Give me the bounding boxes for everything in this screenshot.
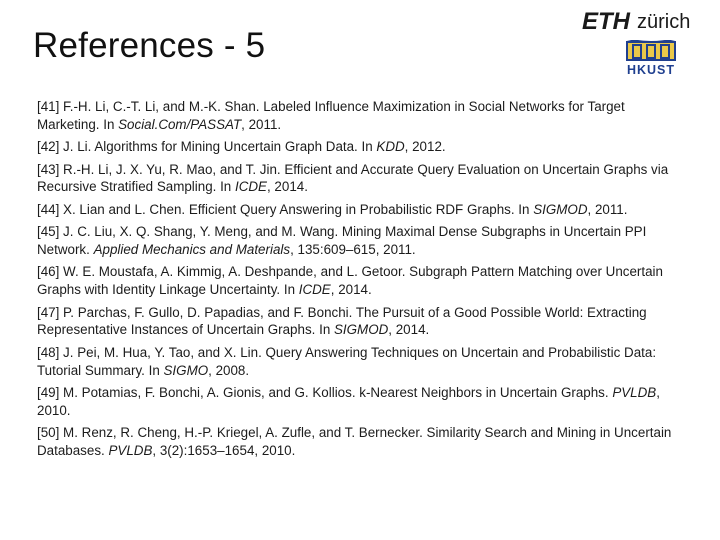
- reference-list: [37, 98, 687, 464]
- svg-text:HKUST: HKUST: [626, 63, 676, 76]
- svg-text:ETH: ETH: [582, 8, 630, 35]
- reference-item: [42] J. Li. Algorithms for Mining Uncertain Graph Data. In KDD, 2012.: [37, 139, 446, 155]
- page-title: References - 5: [33, 26, 266, 65]
- reference-item: [50] M. Renz, R. Cheng, H.-P. Kriegel, A. Zufle, and T. Bernecker. Similarity Search and Mining in Uncertain Databases. PVLDB, 3(2):1653–1654, 2010.: [37, 425, 672, 458]
- reference-item: [49] M. Potamias, F. Bonchi, A. Gionis, and G. Kollios. k-Nearest Neighbors in Uncertain Graphs. PVLDB, 2010.: [37, 384, 660, 418]
- reference-item: [46] W. E. Moustafa, A. Kimmig, A. Deshpande, and L. Getoor. Subgraph Pattern Matching over Uncertain Graphs with Identity Linkage Uncertainty. In ICDE, 2014.: [37, 264, 663, 298]
- reference-item: [44] X. Lian and L. Chen. Efficient Query Answering in Probabilistic RDF Graphs. In SIGMOD, 2011.: [37, 201, 628, 217]
- svg-text:zürich: zürich: [637, 11, 691, 33]
- reference-item: [47] P. Parchas, F. Gullo, D. Papadias, and F. Bonchi. The Pursuit of a Good Possible World: Extracting Representative Instances of Uncertain Graphs. In SIGMOD, 2014.: [37, 304, 647, 338]
- eth-zurich-logo: [582, 7, 717, 35]
- reference-item: [43] R.-H. Li, J. X. Yu, R. Mao, and T. Jin. Efficient and Accurate Query Evaluation on Uncertain Graphs via Recursive Stratified Sampling. In ICDE, 2014.: [37, 161, 669, 195]
- reference-item: [48] J. Pei, M. Hua, Y. Tao, and X. Lin. Query Answering Techniques on Uncertain and Probabilistic Data: Tutorial Summary. In SIGMO, 2008.: [37, 344, 657, 378]
- hkust-logo: [597, 40, 705, 76]
- reference-item: [45] J. C. Liu, X. Q. Shang, Y. Meng, and M. Wang. Mining Maximal Dense Subgraphs in Uncertain PPI Network. Applied Mechanics and Materials, 135:609–615, 2011.: [37, 224, 647, 257]
- reference-item: [41] F.-H. Li, C.-T. Li, and M.-K. Shan. Labeled Influence Maximization in Social Networks for Target Marketing. In Social.Com/PASSAT, 2011.: [37, 99, 625, 132]
